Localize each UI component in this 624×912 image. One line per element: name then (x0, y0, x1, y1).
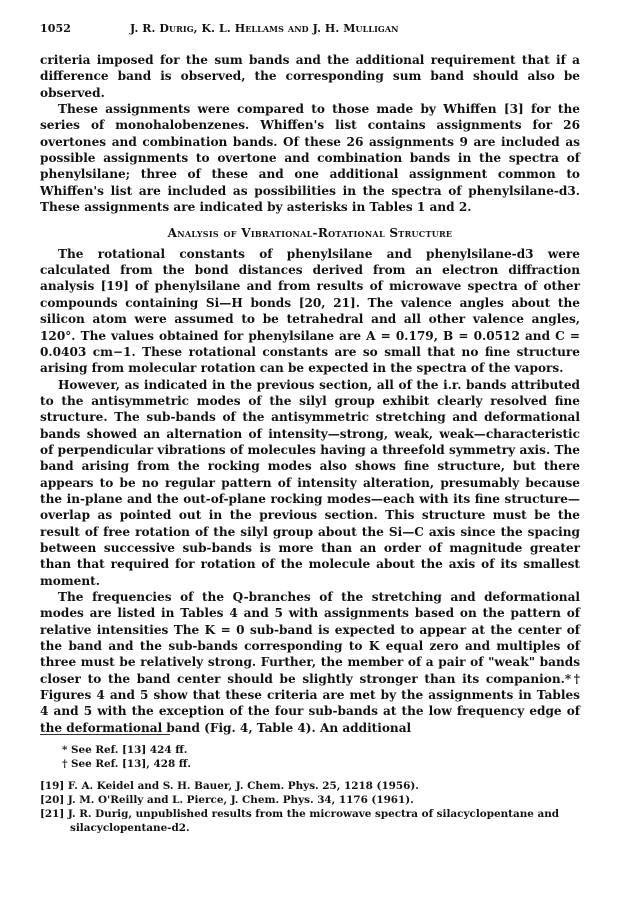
reference: [19] F. A. Keidel and S. H. Bauer, J. Chem. Phys. 25, 1218 (1956). (40, 779, 419, 792)
footnotes (40, 743, 580, 836)
footnote-rule (40, 734, 170, 735)
paragraph: The rotational constants of phenylsilane and phenylsilane-d3 were calculated from the bond distances derived from an electron diffraction analysis [19] of phenylsilane and from results of microwave spectra of other compounds containing Si—H bonds [20, 21]. The valence angles about the silicon atom were assumed to be tetrahedral and all other valence angles, 120°. The values obtained for phenylsilane are A = 0.179, B = 0.0512 and C = 0.0403 cm−1. These rotational constants are so small that no fine structure arising from molecular rotation can be expected in the spectra of the vapors. (40, 246, 580, 376)
page-number: 1052 (40, 22, 72, 35)
section-heading: Analysis of Vibrational-Rotational Structure (167, 226, 453, 241)
footnote: † See Ref. [13], 428 ff. (62, 758, 191, 771)
paragraph: These assignments were compared to those made by Whiffen [3] for the series of monohalobenzenes. Whiffen's list contains assignments for 26 overtones and combination bands. Of these 26 assignments 9 are included as possible assignments to overtone and combination bands in the spectra of phenylsilane; three of these and one additional assignment common to Whiffen's list are included as possibilities in the spectra of phenylsilane-d3. These assignments are indicated by asterisks in Tables 1 and 2. (40, 102, 580, 215)
reference: [20] J. M. O'Reilly and L. Pierce, J. Chem. Phys. 34, 1176 (1961). (40, 793, 414, 806)
footnote: * See Ref. [13] 424 ff. (62, 744, 188, 756)
paragraph: However, as indicated in the previous section, all of the i.r. bands attributed to the antisymmetric modes of the silyl group exhibit clearly resolved fine structure. The sub-bands of the antisymmetric stretching and deformational bands showed an alternation of intensity—strong, weak, weak—characteristic of perpendicular vibrations of molecules having a threefold symmetry axis. The band arising from the rocking modes also shows fine structure, but there appears to be no regular pattern of intensity alteration, presumably because the in-plane and the out-of-plane rocking modes—each with its fine structure—overlap as pointed out in the previous section. This structure must be the result of free rotation of the silyl group about the Si—C axis since the spacing between successive sub-bands is more than an order of magnitude greater than that required for rotation of the molecule about the axis of its smallest moment. (40, 377, 580, 588)
paragraph: criteria imposed for the sum bands and the additional requirement that if a difference band is observed, the corresponding sum band should also be observed. (40, 53, 580, 100)
author-line: J. R. Durig, K. L. Hellams and J. H. Mulligan (130, 22, 399, 35)
reference: [21] J. R. Durig, unpublished results from the microwave spectra of silacyclopentane and silacyclopentane-d2. (40, 808, 560, 835)
main-text (40, 52, 580, 736)
paragraph: The frequencies of the Q-branches of the stretching and deformational modes are listed in Tables 4 and 5 with assignments based on the pattern of relative intensities The K = 0 sub-band is expected to appear at the center of the band and the sub-bands corresponding to K equal zero and multiples of three must be relatively strong. Further, the member of a pair of "weak" bands closer to the band center should be slightly stronger than its companion.*† Figures 4 and 5 show that these criteria are met by the assignments in Tables 4 and 5 with the exception of the four sub-bands at the low frequency edge of the deformational band (Fig. 4, Table 4). An additional (40, 590, 580, 735)
